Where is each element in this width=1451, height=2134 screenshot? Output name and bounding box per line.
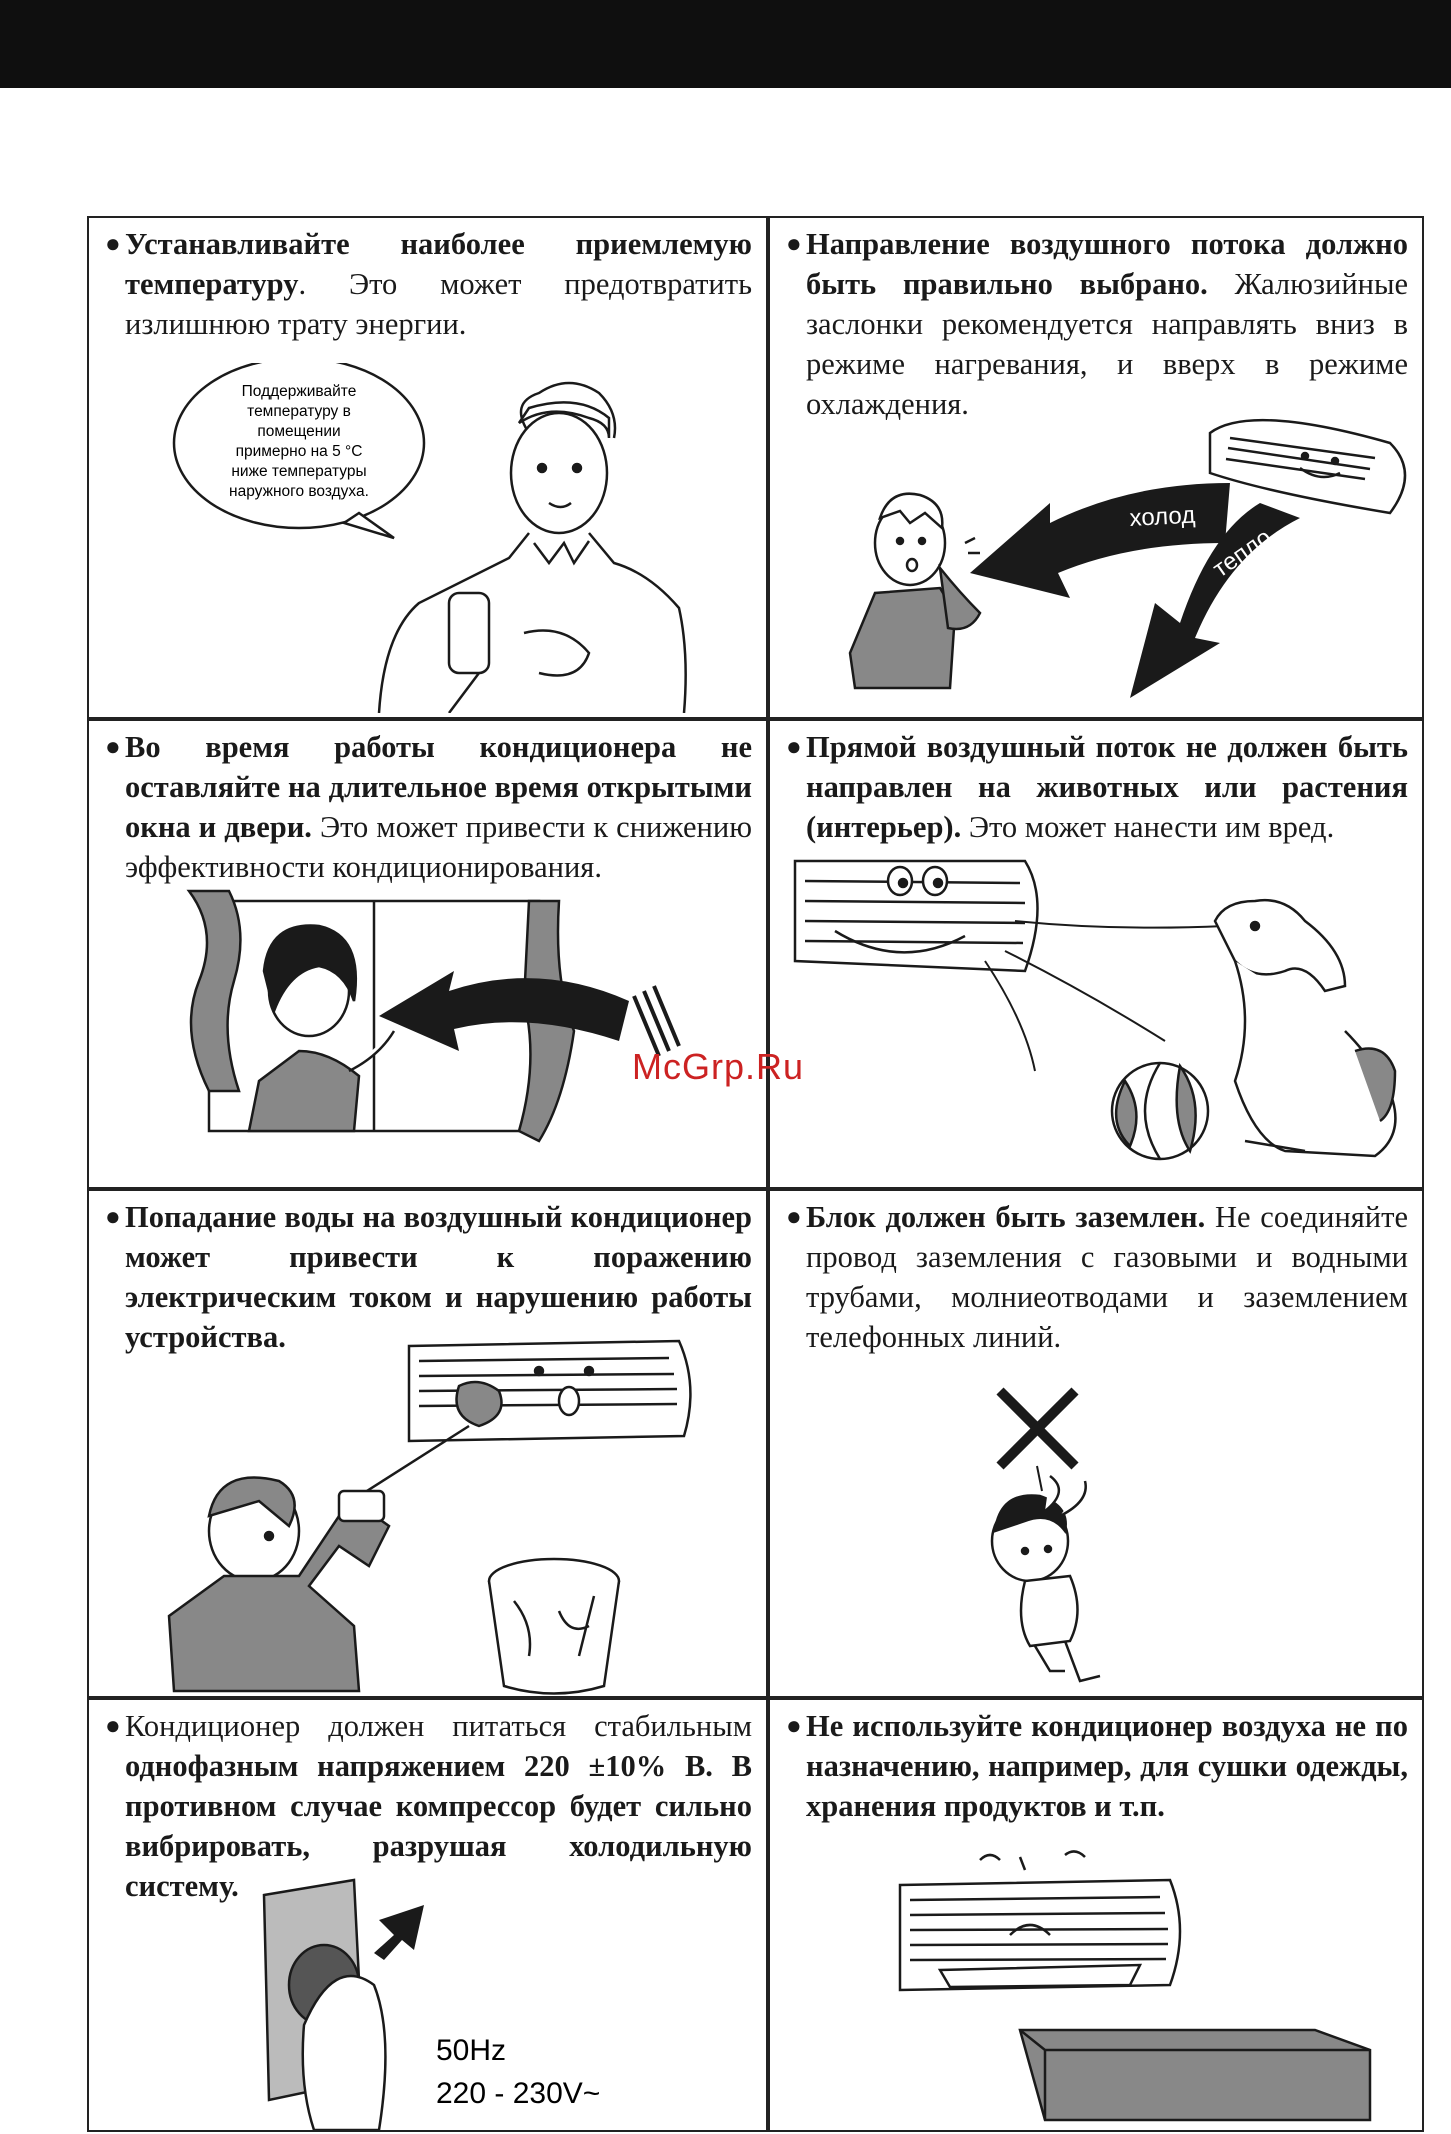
watermark-text: McGrp.Ru [632,1046,805,1087]
voltage-label: 220 - 230V~ [436,2077,601,2110]
man-figure [379,383,686,713]
tips-grid [87,216,1424,2132]
tip-text [788,1197,1408,1357]
bullet-icon: ● [105,732,121,761]
tip-cell-power-supply [87,1698,768,2132]
tip-bold: Во время работы кондиционера не оставляйте на длительное время открытыми окна и двери. [125,730,752,844]
tip-normal: Жалюзийные заслонки рекомендуется направлять вниз в режиме нагревания, и вверх в режиме охлаждения. [806,267,1408,421]
tip-bold: Направление воздушного потока должно быть правильно выбрано. [806,227,1408,301]
child-spraying-water-illustration [139,1326,759,1696]
woman-at-window-illustration [179,881,759,1181]
airflow-arrows-illustration [830,393,1420,718]
bubble-line-5: ниже температуры [231,463,367,480]
ac-unit-surprised [409,1341,690,1441]
insert-arrow-icon [374,1905,424,1960]
bubble-line-3: помещении [257,423,341,440]
warm-label: тепло [1207,523,1277,583]
child-figure [169,1478,389,1691]
bullet-icon: ● [786,229,802,258]
tip-cell-windows-doors [87,719,768,1189]
man-with-remote-illustration [169,363,729,713]
tip-bold: Не используйте кондиционер воздуха не по назначению, например, для сушки одежды, хранения продуктов и т.п. [806,1709,1408,1823]
boy-wiping-sweat [850,494,980,688]
climbing-child-figure [992,1476,1100,1681]
frequency-label: 50Hz [436,2034,507,2067]
tip-cell-water [87,1189,768,1698]
tip-bold: Блок должен быть заземлен. [806,1200,1206,1234]
box-icon [1020,2030,1370,2120]
child-climbing-wire-illustration [990,1381,1190,1691]
tip-text [788,1706,1408,1826]
bubble-line-2: температуру в [247,403,351,420]
plug-and-socket-illustration [254,1875,704,2130]
bullet-icon: ● [786,1711,802,1740]
tip-cell-temperature [87,216,768,719]
tip-cell-misuse [768,1698,1424,2132]
bullet-icon: ● [786,1202,802,1231]
bubble-line-4: примерно на 5 °C [235,443,363,460]
tip-text [788,727,1408,847]
tip-pre: Кондиционер должен питаться стабильным [125,1709,752,1743]
tip-cell-airflow-direction [768,216,1424,719]
tip-normal: Это может нанести им вред. [961,810,1335,844]
bullet-icon: ● [105,1202,121,1231]
bubble-line-6: наружного воздуха. [229,483,369,500]
cold-label: холод [1128,501,1196,532]
ac-unit-sad [900,1851,1180,1990]
bucket-icon [489,1559,619,1694]
ball-icon [1112,1063,1208,1159]
bullet-icon: ● [105,1711,121,1740]
tip-text [107,727,752,887]
tip-bold: Попадание воды на воздушный кондиционер может привести к поражению электрическим током и нарушению работы устройства. [125,1200,752,1354]
tip-normal: Это может привести к снижению эффективности кондиционирования. [125,810,752,884]
ac-over-box-illustration [890,1845,1410,2130]
tip-cell-grounding [768,1189,1424,1698]
ac-unit-blowing [795,861,1038,971]
dog-figure [1215,900,1395,1156]
tip-bold: Прямой воздушный поток не должен быть направлен на животных или растения (интерьер). [806,730,1408,844]
prohibited-x-icon [1000,1391,1075,1466]
tip-cell-animals-plants [768,719,1424,1189]
bullet-icon: ● [786,732,802,761]
dog-and-ac-illustration [785,841,1415,1186]
bubble-line-1: Поддерживайте [241,383,357,400]
tip-normal: Не соединяйте провод заземления с газовыми и водными трубами, молниеотводами и заземлением телефонных линий. [806,1200,1408,1354]
cold-arrow [970,483,1230,598]
top-black-bar [0,0,1451,88]
tip-normal: . Это может предотвратить излишнюю трату энергии. [125,267,752,341]
bullet-icon: ● [105,229,121,258]
tip-text [107,224,752,344]
tip-bold: Устанавливайте наиболее приемлемую температуру [125,227,752,301]
ac-unit-happy [1210,420,1405,513]
tip-bold: однофазным напряжением 220 ±10% В. В противном случае компрессор будет сильно вибрировать, разрушая холодильную систему. [125,1749,752,1903]
